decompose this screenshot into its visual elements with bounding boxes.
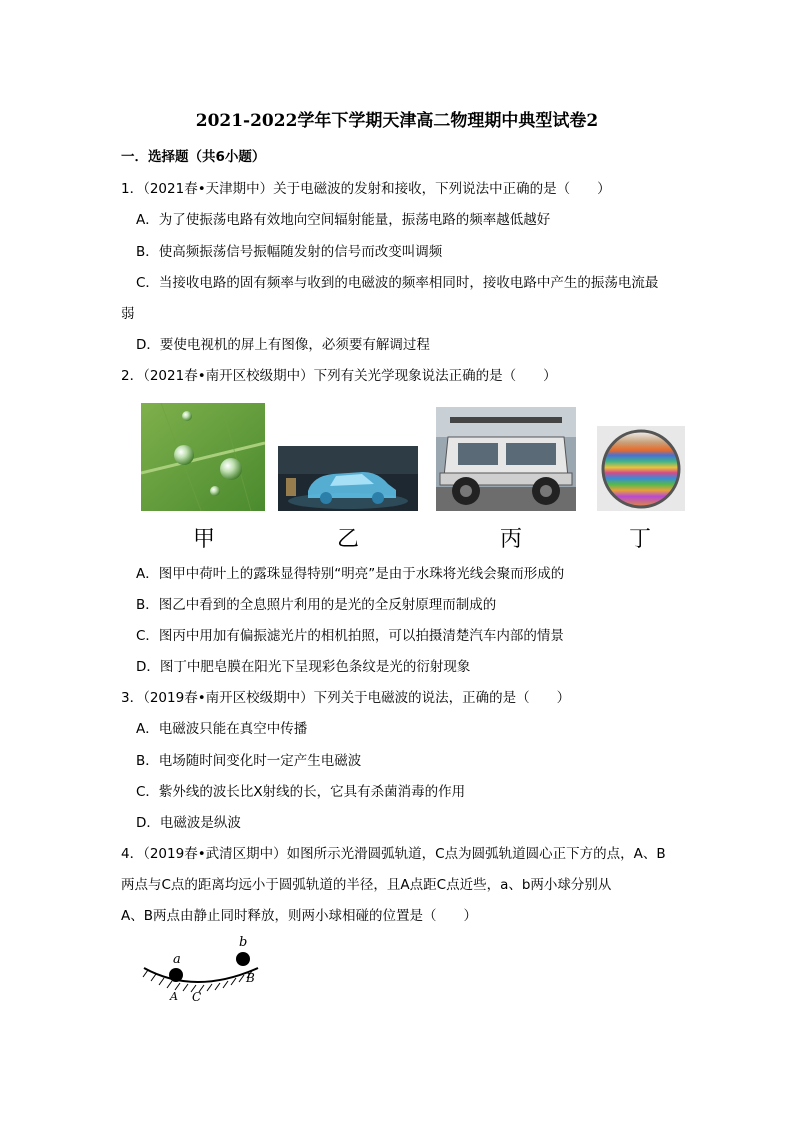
q1-option-d: D．要使电视机的屏上有图像，必须要有解调过程 [136, 337, 430, 353]
q3-option-c: C．紫外线的波长比X射线的长，它具有杀菌消毒的作用 [136, 784, 466, 800]
q4-stem-line1: 4．（2019春•武清区期中）如图所示光滑圆弧轨道，C点为圆弧轨道圆心正下方的点，A、B [121, 846, 666, 862]
photo-jeep [436, 407, 576, 511]
q3-stem: 3．（2019春•南开区校级期中）下列关于电磁波的说法，正确的是（ ） [121, 690, 571, 706]
ball-a [169, 968, 183, 982]
page-title: 2021-2022学年下学期天津高二物理期中典型试卷2 [195, 111, 599, 131]
q2-option-a: A．图甲中荷叶上的露珠显得特别“明亮”是由于水珠将光线会聚而形成的 [136, 566, 565, 582]
q1-option-b: B．使高频振荡信号振幅随发射的信号而改变叫调频 [136, 244, 443, 260]
label-point-b: B [246, 971, 255, 985]
q3-option-a: A．电磁波只能在真空中传播 [136, 721, 308, 737]
label-point-a: A [170, 990, 178, 1003]
arc-track-diagram [140, 930, 270, 1010]
q3-option-d: D．电磁波是纵波 [136, 815, 241, 831]
q1-stem: 1．（2021春•天津期中）关于电磁波的发射和接收，下列说法中正确的是（ ） [121, 181, 611, 197]
q2-option-b: B．图乙中看到的全息照片利用的是光的全反射原理而制成的 [136, 597, 497, 613]
q2-option-c: C．图丙中用加有偏振滤光片的相机拍照，可以拍摄清楚汽车内部的情景 [136, 628, 564, 644]
q1-option-c: C．当接收电路的固有频率与收到的电磁波的频率相同时，接收电路中产生的振荡电流最 [136, 275, 659, 291]
q4-stem-line2: 两点与C点的距离均远小于圆弧轨道的半径，且A点距C点近些，a、b两小球分别从 [121, 877, 612, 893]
q1-option-a: A．为了使振荡电路有效地向空间辐射能量，振荡电路的频率越低越好 [136, 212, 551, 228]
caption-yi: 乙 [337, 527, 360, 552]
caption-ding: 丁 [629, 527, 652, 552]
q3-option-b: B．电场随时间变化时一定产生电磁波 [136, 753, 362, 769]
caption-jia: 甲 [193, 527, 216, 552]
q4-stem-line3: A、B两点由静止同时释放，则两小球相碰的位置是（ ） [121, 908, 477, 924]
ball-b [236, 952, 250, 966]
label-b: b [239, 935, 248, 950]
section-heading: 一．选择题（共6小题） [121, 149, 266, 165]
q2-option-d: D．图丁中肥皂膜在阳光下呈现彩色条纹是光的衍射现象 [136, 659, 471, 675]
photo-soap-film [597, 426, 685, 511]
photo-dew-on-leaf [141, 403, 265, 511]
q1-option-c-wrap: 弱 [121, 306, 135, 322]
photo-hologram-car [278, 446, 418, 511]
caption-bing: 丙 [500, 527, 523, 552]
q2-stem: 2．（2021春•南开区校级期中）下列有关光学现象说法正确的是（ ） [121, 368, 557, 384]
label-a: a [173, 952, 181, 967]
label-point-c: C [192, 990, 202, 1004]
